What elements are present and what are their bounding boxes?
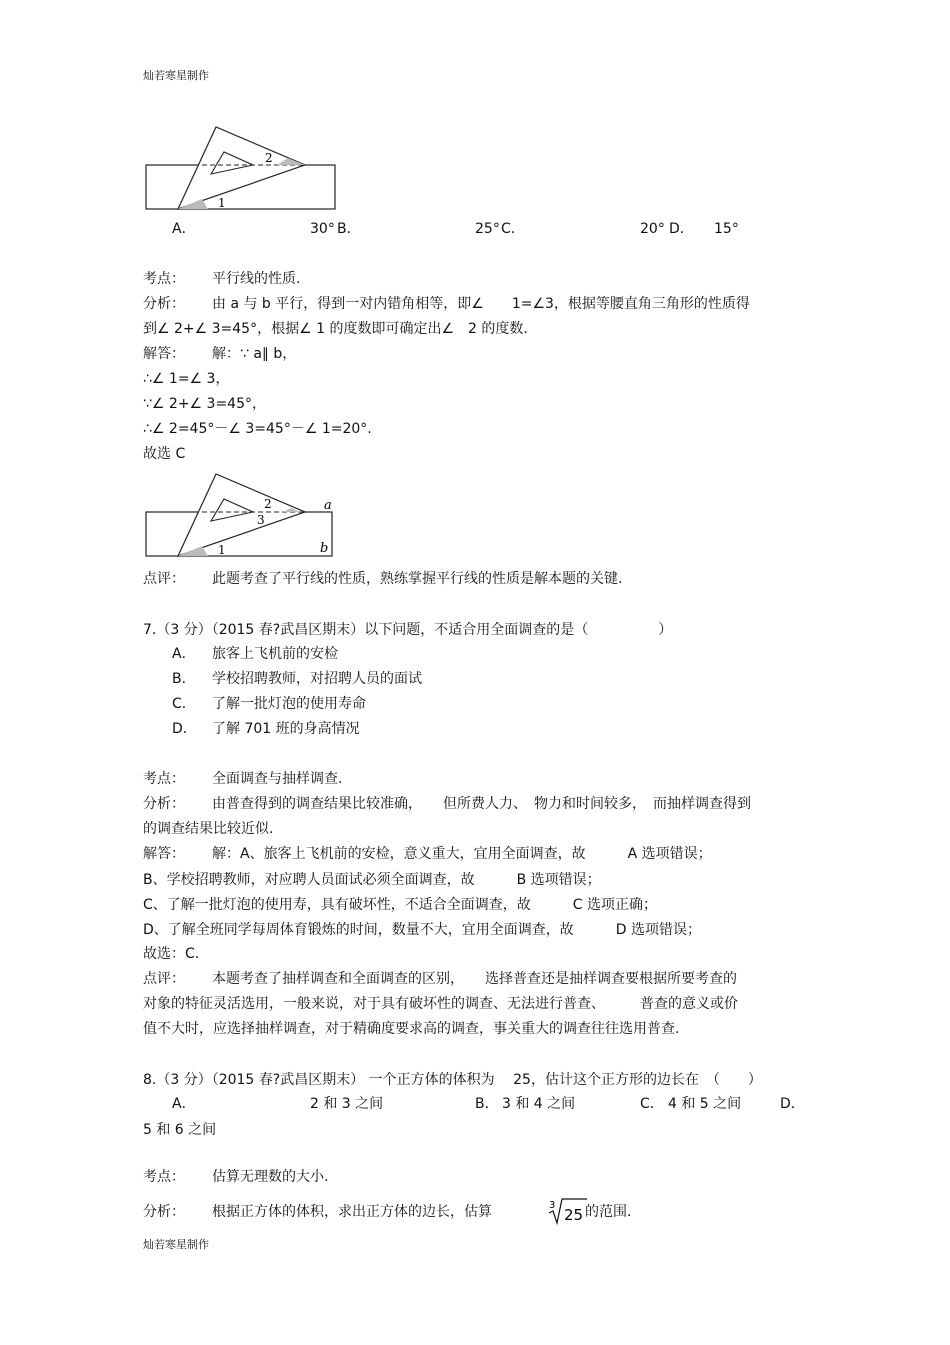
angle-2-label: 2 [264,497,272,511]
q6-step2: ∵∠ 2+∠ 3=45°， [143,396,266,412]
triangle-ruler-figure-2 [140,467,345,562]
q7-dianping-line3: 值不大时，应选择抽样调查，对于精确度要求高的调查，事关重大的调查往往选用普查. [143,1021,680,1037]
q7-dianping-line1: 本题考查了抽样调查和全面调查的区别， 选择普查还是抽样调查要根据所要考查的 [212,971,737,987]
q6-option-d-text: 15° [714,221,739,237]
q8-option-a-letter: A． [172,1096,196,1112]
q8-fenxi-tail: 的范围. [585,1204,632,1220]
q8-option-c-text: 4 和 5 之间 [668,1096,742,1112]
q6-dianping-label: 点评： [143,571,185,587]
triangle-ruler-figure-1 [140,120,345,215]
q7-line-b: B、学校招聘教师，对应聘人员面试必须全面调查，故 B 选项错误； [143,872,601,888]
q8-option-b-letter: B． [475,1096,499,1112]
q8-option-d-letter: D． [780,1096,805,1112]
q7-option-c-text: 了解一批灯泡的使用寿命 [212,696,366,712]
q6-dianping: 此题考查了平行线的性质，熟练掌握平行线的性质是解本题的关键. [212,571,623,587]
q8-fenxi: 根据正方体的体积，求出正方体的边长，估算 [212,1204,492,1220]
q8-option-a-text: 2 和 3 之间 [310,1096,384,1112]
q6-option-b-letter: B． [337,221,361,237]
line-a-label: a [324,498,332,513]
page-header: 灿若寒星制作 [143,69,209,82]
q8-kaodian-label: 考点： [143,1169,185,1185]
q6-option-b-text: 25° [475,221,500,237]
q6-step3: ∴∠ 2=45°－∠ 3=45°－∠ 1=20°. [143,421,372,437]
angle-1-label: 1 [218,196,226,210]
q7-fenxi-line1: 由普查得到的调查结果比较准确， 但所费人力、 物力和时间较多， 而抽样调查得到 [212,796,751,812]
q7-jieda-line1: 解：A、旅客上飞机前的安检，意义重大，宜用全面调查，故 A 选项错误； [212,846,712,862]
q7-jieda-label: 解答： [143,846,185,862]
q6-option-d-letter: D． [669,221,694,237]
q8-option-c-letter: C． [640,1096,664,1112]
q6-option-a-letter: A． [172,221,196,237]
q8-option-b-text: 3 和 4 之间 [502,1096,576,1112]
q7-option-c-letter: C． [172,696,196,712]
angle-2-label: 2 [265,151,273,165]
q7-kaodian-label: 考点： [143,771,185,787]
q7-option-d-text: 了解 701 班的身高情况 [212,721,360,737]
q6-jieda-line1: 解：∵ a∥ b， [212,346,297,362]
angle-3-label: 3 [257,513,265,527]
q7-option-a-letter: A． [172,646,196,662]
q6-fenxi-line2: 到∠ 2+∠ 3=45°，根据∠ 1 的度数即可确定出∠ 2 的度数. [143,321,528,337]
q7-option-d-letter: D． [172,721,197,737]
q6-option-c-letter: C． [501,221,525,237]
q7-dianping-label: 点评： [143,971,185,987]
q7-dianping-line2: 对象的特征灵活选用，一般来说，对于具有破坏性的调查、无法进行普查、 普查的意义或价 [143,996,738,1012]
q6-kaodian-label: 考点： [143,271,185,287]
q6-kaodian: 平行线的性质. [212,271,301,287]
q7-answer: 故选：C. [143,946,200,962]
q6-fenxi-line1: 由 a 与 b 平行，得到一对内错角相等，即∠ 1=∠3，根据等腰直角三角形的性质得 [212,296,750,312]
cube-root-25 [546,1196,588,1226]
q8-stem: 8.（3 分）（2015 春?武昌区期末） 一个正方体的体积为 25，估计这个正方形的边长在 （ ） [143,1072,762,1088]
q7-line-c: C、了解一批灯泡的使用寿，具有破坏性，不适合全面调查，故 C 选项正确； [143,897,657,913]
q6-jieda-label: 解答： [143,346,185,362]
q7-option-b-letter: B． [172,671,196,687]
q8-kaodian: 估算无理数的大小. [212,1169,329,1185]
q8-option-d-text: 5 和 6 之间 [143,1122,217,1138]
q7-fenxi-line2: 的调查结果比较近似. [143,821,274,837]
q7-kaodian: 全面调查与抽样调查. [212,771,343,787]
q6-step1: ∴∠ 1=∠ 3， [143,371,230,387]
root-index: 3 [549,1200,556,1211]
q7-option-b-text: 学校招聘教师，对招聘人员的面试 [212,671,422,687]
line-b-label: b [320,541,329,556]
q6-answer: 故选 C [143,446,186,462]
q8-fenxi-label: 分析： [143,1204,185,1220]
q7-line-d: D、了解全班同学每周体育锻炼的时间，数量不大，宜用全面调查，故 D 选项错误； [143,922,702,938]
angle-1-label: 1 [218,543,226,557]
q6-fenxi-label: 分析： [143,296,185,312]
q7-stem: 7.（3 分）（2015 春?武昌区期末）以下问题，不适合用全面调查的是（ ） [143,622,673,638]
page-footer: 灿若寒星制作 [143,1238,209,1251]
root-radicand: 25 [564,1206,584,1224]
q7-option-a-text: 旅客上飞机前的安检 [212,646,338,662]
q6-option-c-text: 20° [640,221,665,237]
q7-fenxi-label: 分析： [143,796,185,812]
q6-option-a-text: 30° [310,221,335,237]
